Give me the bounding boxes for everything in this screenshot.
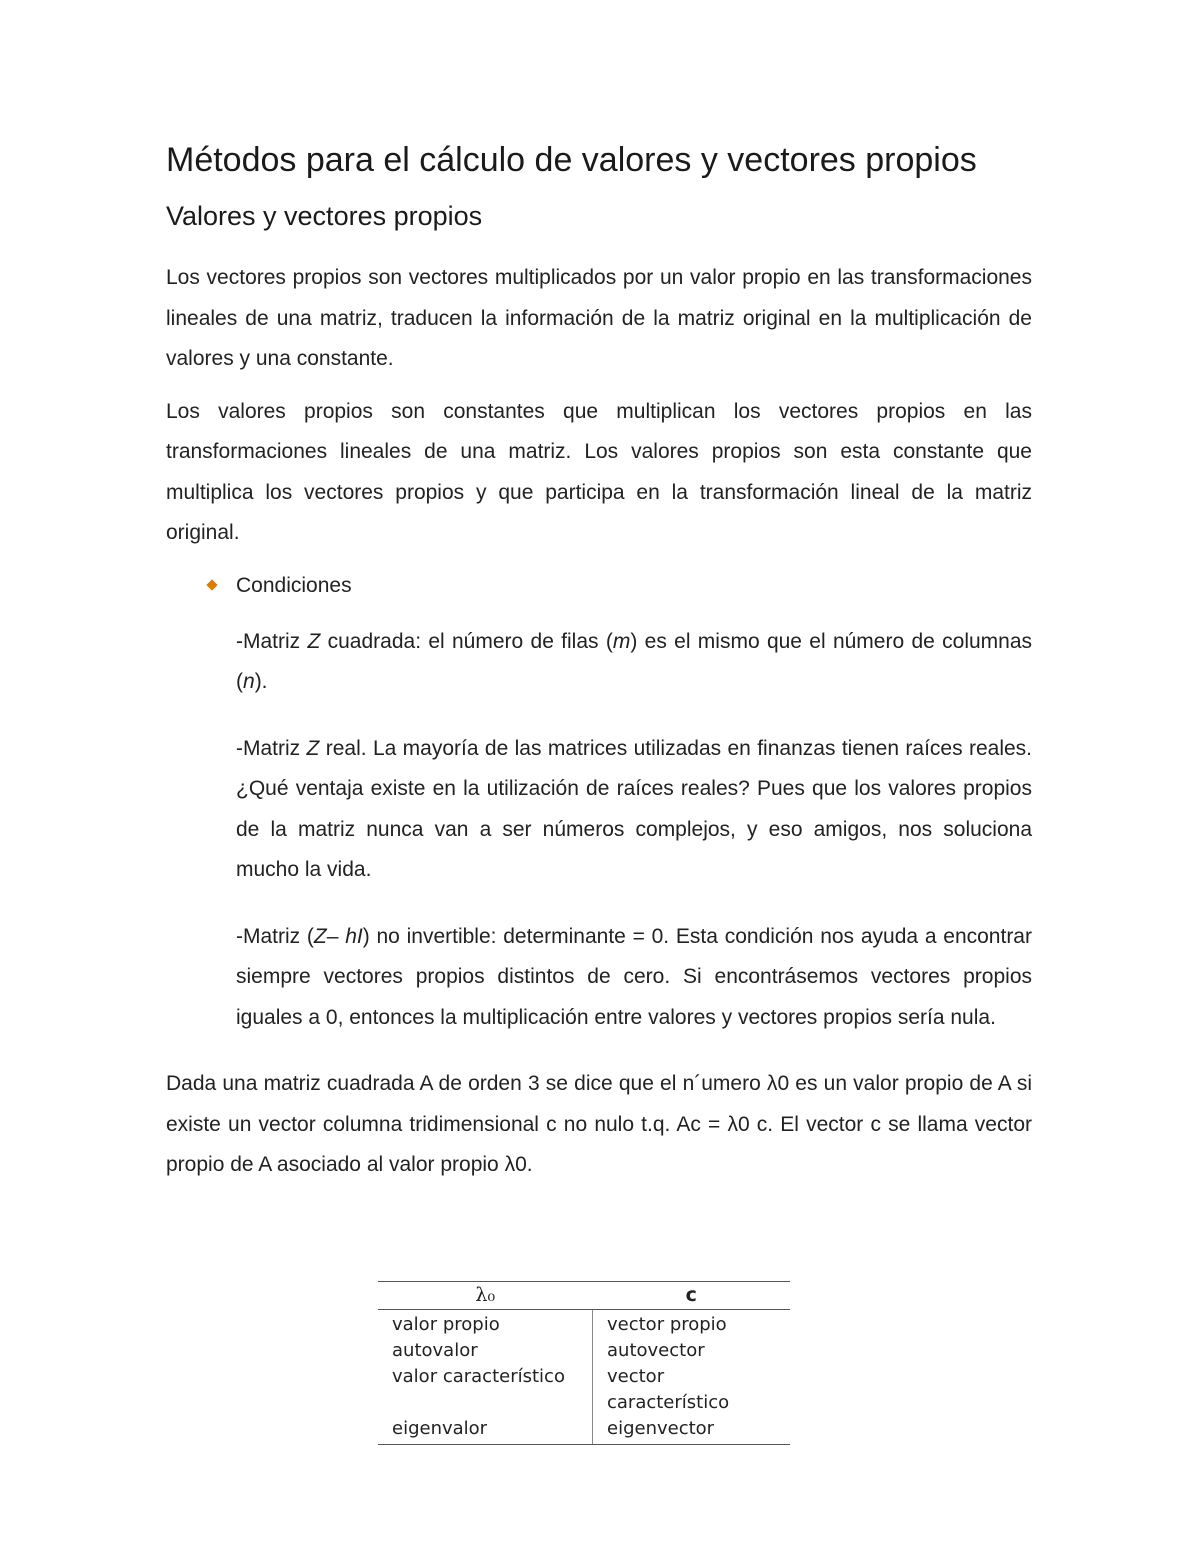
condition-text: ). [254,670,268,693]
table-cell: eigenvector [593,1416,791,1445]
condition-text: cuadrada: el número de filas ( [320,629,613,653]
condition-text: – [326,924,346,948]
condition-var: Z [306,736,320,760]
condition-var: Z [307,629,321,653]
table-cell: valor propio [378,1310,593,1339]
condition-var: n [243,670,255,693]
section-heading: Valores y vectores propios [166,201,483,231]
page-title: Métodos para el cálculo de valores y vectores propios [166,141,977,179]
terminology-table [378,1281,790,1445]
header-lambda: λ₀ [378,1282,593,1310]
condition-text: -Matriz [236,736,307,760]
condition-var: hI [345,924,363,948]
bullet-conditions [236,566,1032,606]
condition-square-matrix [236,622,1032,703]
table-cell: valor característico [378,1364,593,1416]
condition-var: m [612,629,631,653]
table-cell: autovalor [378,1338,593,1364]
table-row [378,1416,790,1445]
condition-real-matrix [236,729,1032,891]
table-header-row [378,1282,790,1310]
paragraph-eigenvectors: Los vectores propios son vectores multiplicados por un valor propio en las transformaciones lineales de una matriz, traducen la información de la matriz original en la multiplicación de valores y una constante. [166,266,1032,370]
paragraph-definition: Dada una matriz cuadrada A de orden 3 se dice que el n´umero λ0 es un valor propio de A si existe un vector columna tridimensional c no nulo t.q. Ac = λ0 c. El vector c se llama vector propio de A asociado al valor propio λ0. [166,1072,1032,1176]
condition-text: ) no invertible: determinante = 0. Esta condición nos ayuda a encontrar siempre vectores propios distintos de cero. Si encontrásemos vectores propios iguales a 0, entonces la multiplicación entre valores y vectores propios sería nula. [236,924,1032,1029]
table-cell: vector propio [607,1314,727,1335]
condition-text: -Matriz ( [236,924,314,948]
bullet-label: Condiciones [236,573,352,597]
table-row [378,1364,790,1416]
table-row [378,1310,790,1339]
table-cell: vector característico [607,1366,730,1413]
paragraph-eigenvalues: Los valores propios son constantes que multiplican los vectores propios en las transformaciones lineales de una matriz. Los valores propios son esta constante que multiplica los vectores propios y que participa en la transformación lineal de la matriz original. [166,399,1032,544]
condition-non-invertible [236,917,1032,1039]
document-page [166,138,1032,1198]
table-cell: eigenvalor [378,1416,593,1445]
header-c: c [593,1282,791,1310]
table-cell: autovector [607,1340,705,1361]
condition-text: real. La mayoría de las matrices utilizadas en finanzas tienen raíces reales. ¿Qué ventaja existe en la utilización de raíces reales? Pues que los valores propios de la matriz nunca van a ser números complejos, y eso amigos, nos soluciona mucho la vida. [236,736,1032,881]
table-row [378,1338,790,1364]
condition-var: Z [313,924,327,948]
diamond-bullet-icon [206,579,217,590]
condition-text: ) es el mismo que el número de columnas ( [236,629,1033,693]
condition-text: -Matriz [236,629,308,653]
